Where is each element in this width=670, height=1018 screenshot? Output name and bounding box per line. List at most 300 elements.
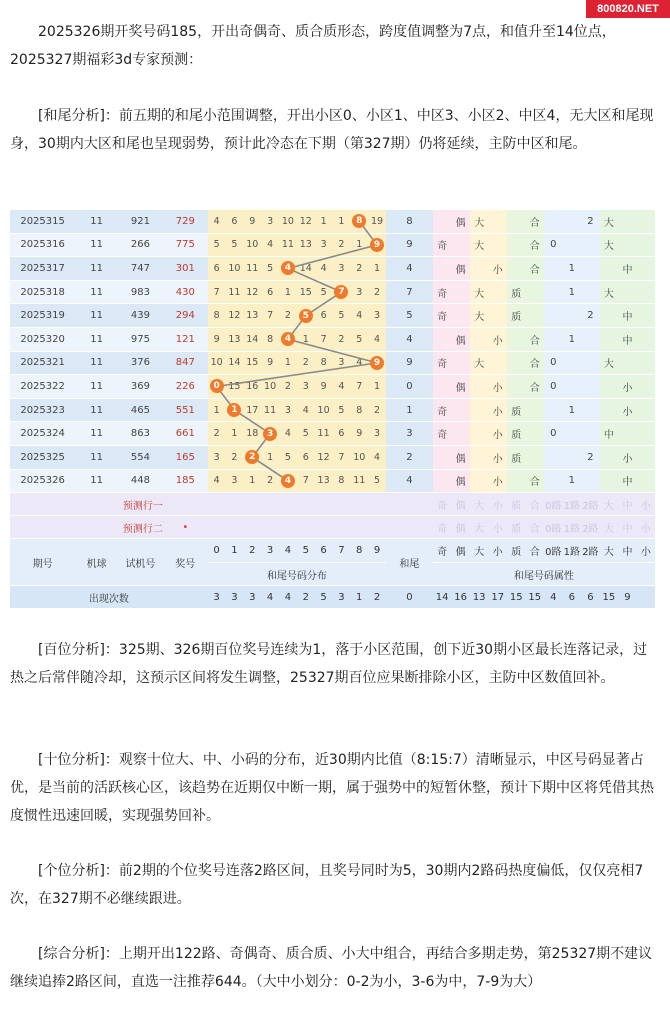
count-attribute-cell: 15 — [600, 586, 619, 609]
distribution-cell: 10 — [243, 233, 261, 257]
distribution-cell: 2 — [279, 375, 297, 399]
distribution-cell: 2 — [333, 327, 351, 351]
units-analysis — [10, 857, 658, 913]
attribute-cell: 1 — [563, 469, 582, 493]
sum-tail-ball: 3 — [263, 427, 277, 441]
distribution-cell: 3 — [333, 257, 351, 281]
chart-row — [10, 233, 655, 257]
test-number-cell: 747 — [118, 257, 163, 281]
count-distribution-cell: 3 — [226, 586, 244, 609]
header-digit: 5 — [297, 539, 315, 563]
distribution-cell: 6 — [261, 280, 279, 304]
sum-tail-ball: 4 — [281, 261, 295, 275]
prediction-attribute-cell: 偶 — [451, 516, 470, 539]
header-attribute: 偶 — [451, 539, 470, 563]
issue-cell: 2025320 — [10, 327, 75, 351]
distribution-cell: 6 — [208, 257, 226, 281]
distribution-cell — [208, 375, 226, 399]
distribution-cell: 4 — [350, 351, 368, 375]
prediction-attribute-cell: 合 — [526, 493, 545, 516]
distribution-cell: 11 — [261, 398, 279, 422]
header-digit: 4 — [279, 539, 297, 563]
prize-number-cell: 185 — [163, 469, 208, 493]
attribute-cell: 大 — [600, 210, 619, 233]
header-digit: 3 — [261, 539, 279, 563]
prediction-distribution-area — [208, 493, 386, 516]
distribution-cell: 2 — [350, 257, 368, 281]
distribution-cell: 8 — [333, 469, 351, 493]
prediction-attribute-cell: 1路 — [563, 493, 582, 516]
distribution-cell: 3 — [350, 280, 368, 304]
attribute-cell: 偶 — [451, 445, 470, 469]
distribution-cell — [243, 445, 261, 469]
attribute-cell — [581, 327, 600, 351]
attribute-cell — [637, 375, 655, 399]
attribute-cell: 中 — [618, 304, 637, 328]
appearance-count-row — [10, 586, 655, 609]
header-attribute: 小 — [637, 539, 655, 563]
distribution-cell: 11 — [279, 233, 297, 257]
distribution-cell: 3 — [333, 351, 351, 375]
attribute-cell: 大 — [600, 233, 619, 257]
distribution-cell: 4 — [368, 327, 386, 351]
attribute-caption: 和尾号码属性 — [433, 562, 655, 586]
prediction-attribute-cell: 合 — [526, 516, 545, 539]
attribute-cell: 奇 — [433, 398, 452, 422]
attribute-cell — [433, 257, 452, 281]
attribute-cell: 大 — [470, 351, 489, 375]
attribute-cell: 大 — [470, 210, 489, 233]
attribute-cell — [451, 422, 470, 446]
distribution-cell: 13 — [297, 233, 315, 257]
sum-tail-cell: 4 — [386, 469, 433, 493]
distribution-cell: 2 — [279, 304, 297, 328]
machine-cell: 11 — [75, 422, 118, 446]
attribute-cell — [433, 445, 452, 469]
attribute-cell: 小 — [488, 398, 507, 422]
attribute-cell: 小 — [488, 469, 507, 493]
distribution-cell: 9 — [315, 375, 333, 399]
attribute-cell: 大 — [600, 280, 619, 304]
sum-tail-trend-chart — [10, 210, 655, 609]
count-distribution-cell: 2 — [368, 586, 386, 609]
sum-tail-cell: 8 — [386, 210, 433, 233]
distribution-cell: 15 — [226, 375, 244, 399]
header-digit: 8 — [350, 539, 368, 563]
attribute-cell — [451, 280, 470, 304]
test-number-cell: 376 — [118, 351, 163, 375]
issue-cell: 2025318 — [10, 280, 75, 304]
attribute-cell — [581, 469, 600, 493]
header-attribute: 中 — [618, 539, 637, 563]
distribution-cell: 6 — [297, 445, 315, 469]
attribute-cell — [526, 280, 545, 304]
prediction-attribute-cell: 大 — [470, 493, 489, 516]
attribute-cell — [563, 210, 582, 233]
attribute-cell: 合 — [526, 351, 545, 375]
header-digit: 6 — [315, 539, 333, 563]
attribute-cell — [507, 257, 526, 281]
attribute-cell — [637, 422, 655, 446]
sum-tail-ball: 4 — [281, 474, 295, 488]
prediction-attribute-cell: 小 — [637, 493, 655, 516]
distribution-cell: 1 — [279, 280, 297, 304]
prediction-attribute-cell: 2路 — [581, 493, 600, 516]
attribute-cell — [507, 233, 526, 257]
prize-number-cell: 847 — [163, 351, 208, 375]
prediction-attribute-cell: 大 — [600, 493, 619, 516]
prediction-label: 预测行一 — [10, 493, 163, 516]
distribution-cell: 5 — [350, 327, 368, 351]
machine-cell: 11 — [75, 327, 118, 351]
distribution-cell: 19 — [368, 210, 386, 233]
distribution-cell: 9 — [243, 210, 261, 233]
distribution-cell: 8 — [208, 304, 226, 328]
attribute-cell — [544, 327, 563, 351]
issue-cell: 2025315 — [10, 210, 75, 233]
distribution-cell: 9 — [261, 351, 279, 375]
machine-cell: 11 — [75, 351, 118, 375]
header-machine: 机球 — [75, 539, 118, 586]
distribution-cell: 4 — [261, 233, 279, 257]
header-attribute: 大 — [600, 539, 619, 563]
distribution-cell: 5 — [333, 304, 351, 328]
distribution-cell: 6 — [333, 422, 351, 446]
header-issue: 期号 — [10, 539, 75, 586]
attribute-cell: 大 — [470, 233, 489, 257]
prediction-attribute-cell: 1路 — [563, 516, 582, 539]
machine-cell: 11 — [75, 375, 118, 399]
prediction-attribute-cell: 小 — [488, 493, 507, 516]
sum-tail-cell: 1 — [386, 398, 433, 422]
attribute-cell — [433, 469, 452, 493]
count-attribute-cell: 15 — [526, 586, 545, 609]
attribute-cell: 质 — [507, 398, 526, 422]
distribution-cell: 1 — [208, 398, 226, 422]
attribute-cell — [637, 469, 655, 493]
attribute-cell — [637, 398, 655, 422]
distribution-cell: 3 — [368, 304, 386, 328]
machine-cell: 11 — [75, 233, 118, 257]
distribution-cell: 1 — [226, 422, 244, 446]
attribute-cell: 合 — [526, 210, 545, 233]
header-digit: 2 — [243, 539, 261, 563]
count-attribute-cell: 15 — [507, 586, 526, 609]
distribution-cell: 10 — [208, 351, 226, 375]
sum-tail-ball: 9 — [370, 356, 384, 370]
header-test-number: 试机号 — [118, 539, 163, 586]
header-attribute: 奇 — [433, 539, 452, 563]
distribution-cell — [279, 469, 297, 493]
distribution-cell: 7 — [350, 375, 368, 399]
chart-row — [10, 422, 655, 446]
attribute-cell — [581, 351, 600, 375]
attribute-cell — [470, 375, 489, 399]
prediction-attribute-cell: 2路 — [581, 516, 600, 539]
distribution-cell: 8 — [350, 398, 368, 422]
distribution-cell: 5 — [279, 445, 297, 469]
attribute-cell: 大 — [470, 304, 489, 328]
header-attribute: 小 — [488, 539, 507, 563]
distribution-cell: 1 — [297, 327, 315, 351]
attribute-cell — [637, 257, 655, 281]
distribution-cell — [333, 280, 351, 304]
attribute-cell — [581, 257, 600, 281]
attribute-cell — [637, 233, 655, 257]
chart-row — [10, 445, 655, 469]
header-digit: 7 — [333, 539, 351, 563]
count-attribute-cell: 6 — [581, 586, 600, 609]
attribute-cell: 质 — [507, 304, 526, 328]
attribute-cell: 偶 — [451, 257, 470, 281]
distribution-cell — [261, 422, 279, 446]
distribution-cell: 5 — [315, 280, 333, 304]
attribute-cell — [563, 351, 582, 375]
attribute-cell — [451, 398, 470, 422]
distribution-cell: 6 — [315, 304, 333, 328]
prediction-distribution-area — [208, 516, 386, 539]
distribution-cell: 1 — [350, 233, 368, 257]
distribution-cell: 5 — [333, 398, 351, 422]
attribute-cell — [507, 469, 526, 493]
sum-tail-ball: 5 — [299, 309, 313, 323]
distribution-cell: 15 — [243, 351, 261, 375]
attribute-cell — [581, 233, 600, 257]
attribute-cell: 0 — [544, 422, 563, 446]
prediction-marker — [163, 493, 208, 516]
attribute-cell — [544, 210, 563, 233]
header-attribute: 质 — [507, 539, 526, 563]
attribute-cell — [618, 351, 637, 375]
count-attribute-cell: 9 — [618, 586, 637, 609]
distribution-caption: 和尾号码分布 — [208, 562, 386, 586]
sum-tail-cell: 9 — [386, 351, 433, 375]
distribution-cell: 5 — [208, 233, 226, 257]
attribute-cell: 中 — [618, 469, 637, 493]
attribute-cell — [563, 233, 582, 257]
prediction-row — [10, 493, 655, 516]
header-attribute: 1路 — [563, 539, 582, 563]
intro-line-1: 2025326期开奖号码185，开出奇偶奇、质合质形态，跨度值调整为7点，和值升至14位点， — [38, 24, 616, 40]
prediction-attribute-cell: 质 — [507, 493, 526, 516]
issue-cell: 2025319 — [10, 304, 75, 328]
chart-row — [10, 327, 655, 351]
test-number-cell: 465 — [118, 398, 163, 422]
prediction-attribute-cell: 奇 — [433, 516, 452, 539]
distribution-cell: 4 — [315, 257, 333, 281]
issue-cell: 2025321 — [10, 351, 75, 375]
count-attribute-cell — [637, 586, 655, 609]
distribution-cell: 4 — [368, 445, 386, 469]
prediction-attribute-cell: 0路 — [544, 516, 563, 539]
prize-number-cell: 165 — [163, 445, 208, 469]
distribution-cell: 10 — [350, 445, 368, 469]
distribution-cell: 1 — [279, 351, 297, 375]
attribute-cell — [544, 304, 563, 328]
attribute-cell: 1 — [563, 280, 582, 304]
distribution-cell: 3 — [315, 233, 333, 257]
distribution-cell: 1 — [333, 210, 351, 233]
chart-row — [10, 351, 655, 375]
prediction-attribute-cell: 质 — [507, 516, 526, 539]
count-distribution-cell: 1 — [350, 586, 368, 609]
attribute-cell: 0 — [544, 375, 563, 399]
distribution-cell: 13 — [243, 304, 261, 328]
sum-tail-cell: 2 — [386, 445, 433, 469]
prediction-attribute-cell: 大 — [470, 516, 489, 539]
count-sum-tail-cell: 0 — [386, 586, 433, 609]
distribution-cell: 14 — [243, 327, 261, 351]
attribute-cell — [451, 351, 470, 375]
distribution-cell: 12 — [315, 445, 333, 469]
distribution-cell: 1 — [368, 257, 386, 281]
attribute-cell: 偶 — [451, 210, 470, 233]
issue-cell: 2025326 — [10, 469, 75, 493]
attribute-cell — [581, 280, 600, 304]
attribute-cell: 奇 — [433, 233, 452, 257]
count-attribute-cell: 6 — [563, 586, 582, 609]
distribution-cell: 3 — [368, 422, 386, 446]
issue-cell: 2025324 — [10, 422, 75, 446]
distribution-cell: 2 — [208, 422, 226, 446]
distribution-cell: 2 — [226, 445, 244, 469]
distribution-cell: 12 — [226, 304, 244, 328]
prize-number-cell: 226 — [163, 375, 208, 399]
prediction-attribute-cell: 中 — [618, 493, 637, 516]
sum-tail-cell: 4 — [386, 257, 433, 281]
attribute-cell — [618, 233, 637, 257]
prize-number-cell: 661 — [163, 422, 208, 446]
attribute-cell: 小 — [618, 375, 637, 399]
distribution-cell: 11 — [226, 280, 244, 304]
count-distribution-cell: 3 — [243, 586, 261, 609]
attribute-cell — [526, 398, 545, 422]
test-number-cell: 448 — [118, 469, 163, 493]
attribute-cell — [544, 280, 563, 304]
tens-analysis — [10, 746, 658, 830]
distribution-cell: 10 — [279, 210, 297, 233]
chart-row — [10, 210, 655, 233]
distribution-cell — [368, 233, 386, 257]
prize-number-cell: 729 — [163, 210, 208, 233]
count-distribution-cell: 3 — [333, 586, 351, 609]
machine-cell: 11 — [75, 469, 118, 493]
distribution-cell: 12 — [297, 210, 315, 233]
distribution-cell: 11 — [315, 422, 333, 446]
attribute-cell: 小 — [488, 257, 507, 281]
machine-cell: 11 — [75, 304, 118, 328]
attribute-cell: 奇 — [433, 422, 452, 446]
summary-analysis-text: [综合分析]：上期开出122路、奇偶奇、质合质、小大中组合，再结合多期走势，第25327期不建议继续追捧2路区间，直选一注推荐644。（大中小划分：0-2为小，3-6为中，7-9为大） — [10, 946, 653, 990]
sum-tail-ball: 4 — [281, 332, 295, 346]
issue-cell: 2025325 — [10, 445, 75, 469]
distribution-cell: 1 — [243, 469, 261, 493]
attribute-cell: 小 — [488, 375, 507, 399]
distribution-cell: 5 — [226, 233, 244, 257]
summary-analysis — [10, 940, 658, 996]
distribution-cell: 2 — [297, 351, 315, 375]
distribution-cell: 7 — [261, 304, 279, 328]
attribute-cell — [544, 398, 563, 422]
attribute-cell: 大 — [600, 351, 619, 375]
distribution-cell — [279, 257, 297, 281]
attribute-cell — [563, 375, 582, 399]
attribute-cell — [488, 351, 507, 375]
distribution-cell: 1 — [368, 375, 386, 399]
attribute-cell — [600, 375, 619, 399]
distribution-cell: 3 — [208, 445, 226, 469]
chart-row — [10, 280, 655, 304]
distribution-cell: 2 — [333, 233, 351, 257]
sum-tail-ball: 1 — [227, 403, 241, 417]
machine-cell: 11 — [75, 280, 118, 304]
header-attribute: 大 — [470, 539, 489, 563]
attribute-cell — [637, 280, 655, 304]
attribute-cell: 奇 — [433, 351, 452, 375]
attribute-cell — [618, 210, 637, 233]
count-distribution-cell: 5 — [315, 586, 333, 609]
distribution-cell: 3 — [279, 398, 297, 422]
attribute-cell: 1 — [563, 327, 582, 351]
test-number-cell: 439 — [118, 304, 163, 328]
prize-number-cell: 294 — [163, 304, 208, 328]
count-attribute-cell: 4 — [544, 586, 563, 609]
count-label: 出现次数 — [10, 586, 208, 609]
intro-paragraph — [10, 18, 658, 74]
distribution-cell: 7 — [297, 469, 315, 493]
attribute-cell — [600, 304, 619, 328]
sum-tail-cell: 5 — [386, 304, 433, 328]
header-attribute: 合 — [526, 539, 545, 563]
count-distribution-cell: 2 — [297, 586, 315, 609]
distribution-cell: 4 — [333, 375, 351, 399]
prize-number-cell: 775 — [163, 233, 208, 257]
attribute-cell: 质 — [507, 280, 526, 304]
distribution-cell: 11 — [350, 469, 368, 493]
hundreds-analysis — [10, 636, 658, 692]
attribute-cell — [470, 398, 489, 422]
distribution-cell: 4 — [279, 422, 297, 446]
attribute-cell: 小 — [488, 445, 507, 469]
distribution-cell: 15 — [297, 280, 315, 304]
attribute-cell — [470, 445, 489, 469]
distribution-cell — [350, 210, 368, 233]
attribute-cell: 2 — [581, 445, 600, 469]
attribute-cell — [470, 469, 489, 493]
distribution-cell: 10 — [261, 375, 279, 399]
attribute-cell — [470, 257, 489, 281]
attribute-cell: 奇 — [433, 280, 452, 304]
count-distribution-cell: 3 — [208, 586, 226, 609]
attribute-cell — [433, 375, 452, 399]
count-attribute-cell: 14 — [433, 586, 452, 609]
header-digit: 9 — [368, 539, 386, 563]
attribute-cell — [433, 210, 452, 233]
prediction-row — [10, 516, 655, 539]
attribute-cell — [544, 469, 563, 493]
attribute-cell — [618, 280, 637, 304]
sum-tail-cell: 0 — [386, 375, 433, 399]
units-analysis-text: [个位分析]：前2期的个位奖号连落2路区间，且奖号同时为5，30期内2路码热度偏低，仅仅亮相7次，在327期不必继续跟进。 — [10, 863, 644, 907]
attribute-cell — [507, 327, 526, 351]
intro-line-2: 2025327期福彩3d专家预测： — [10, 52, 203, 68]
test-number-cell: 975 — [118, 327, 163, 351]
prediction-attribute-cell: 偶 — [451, 493, 470, 516]
attribute-cell: 小 — [618, 445, 637, 469]
distribution-cell: 14 — [297, 257, 315, 281]
prediction-marker: • — [163, 516, 208, 539]
attribute-cell — [581, 375, 600, 399]
